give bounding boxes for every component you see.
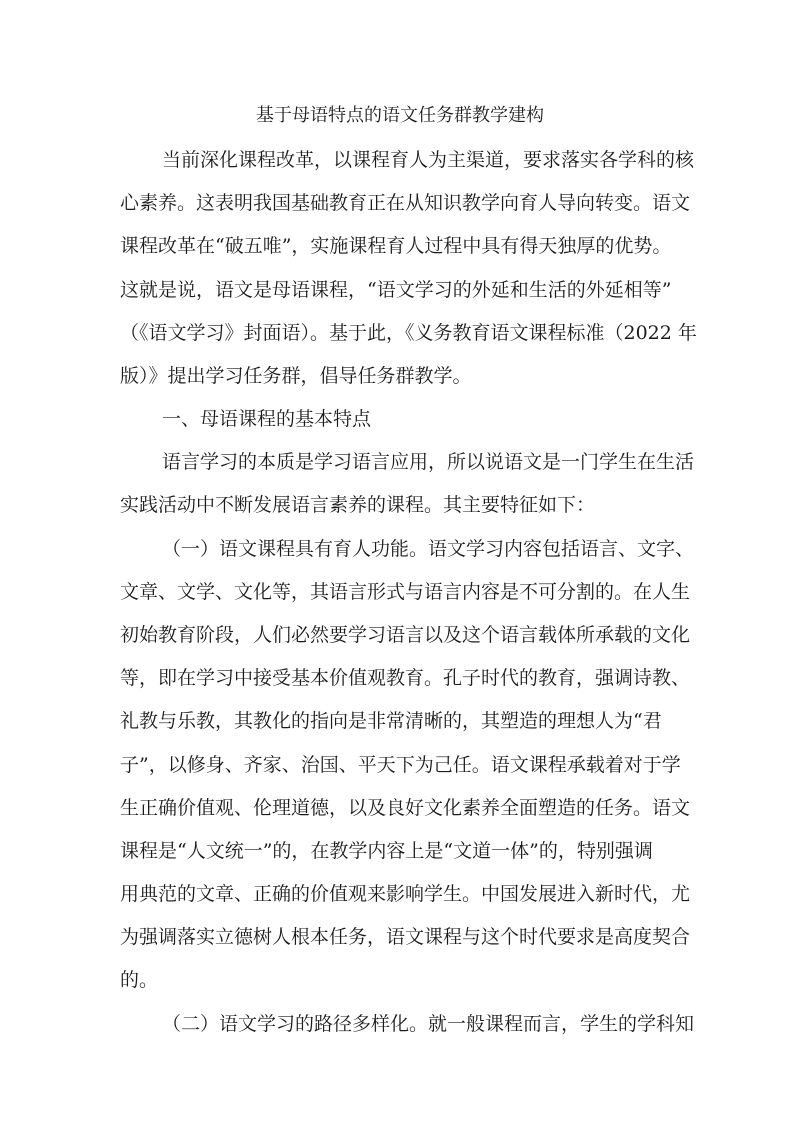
text-line: （二）语文学习的路径多样化。就一般课程而言，学生的学科知 bbox=[162, 1013, 695, 1035]
text-line: （《语文学习》封面语）。基于此，《义务教育语文课程标准（2022 年 bbox=[120, 322, 697, 344]
section-heading: 一、母语课程的基本特点 bbox=[162, 408, 372, 430]
text-line: 子”，以修身、齐家、治国、平天下为己任。语文课程承载着对于学 bbox=[120, 754, 681, 776]
text-line: 礼教与乐教，其教化的指向是非常清晰的，其塑造的理想人为“君 bbox=[120, 710, 662, 732]
text-line: 等，即在学习中接受基本价值观教育。孔子时代的教育，强调诗教、 bbox=[120, 667, 691, 689]
document-title: 基于母语特点的语文任务群教学建构 bbox=[256, 105, 544, 126]
text-line: 课程改革在“破五唯”，实施课程育人过程中具有得天独厚的优势。 bbox=[120, 235, 672, 257]
text-line: 心素养。这表明我国基础教育正在从知识教学向育人导向转变。语文 bbox=[120, 192, 691, 214]
text-line: 版）》提出学习任务群，倡导任务群教学。 bbox=[120, 365, 472, 387]
text-line: 文章、文学、文化等，其语言形式与语言内容是不可分割的。在人生 bbox=[120, 581, 691, 603]
text-line: 当前深化课程改革，以课程育人为主渠道，要求落实各学科的核 bbox=[162, 149, 695, 171]
text-line: 课程是“人文统一”的，在教学内容上是“文道一体”的，特别强调 bbox=[120, 840, 653, 862]
text-line: 实践活动中不断发展语言素养的课程。其主要特征如下： bbox=[120, 494, 596, 516]
text-line: 的。 bbox=[120, 969, 159, 991]
text-line: 语言学习的本质是学习语言应用，所以说语文是一门学生在生活 bbox=[162, 451, 695, 473]
text-line: 初始教育阶段，人们必然要学习语言以及这个语言载体所承载的文化 bbox=[120, 624, 691, 646]
text-line: 这就是说，语文是母语课程，“语文学习的外延和生活的外延相等” bbox=[120, 279, 672, 301]
text-line: 用典范的文章、正确的价值观来影响学生。中国发展进入新时代，尤 bbox=[120, 883, 691, 905]
text-line: 为强调落实立德树人根本任务，语文课程与这个时代要求是高度契合 bbox=[120, 926, 691, 948]
text-line: （一）语文课程具有育人功能。语文学习内容包括语言、文字、 bbox=[162, 538, 695, 560]
text-line: 生正确价值观、伦理道德，以及良好文化素养全面塑造的任务。语文 bbox=[120, 797, 691, 819]
